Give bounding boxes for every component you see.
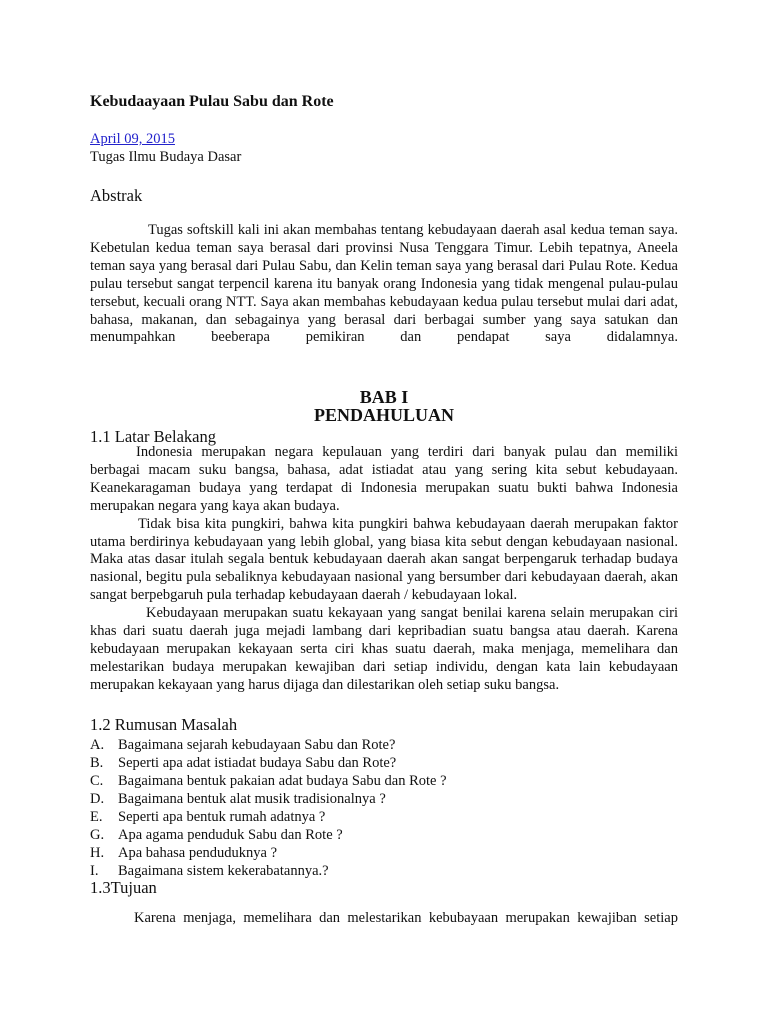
chapter-title: PENDAHULUAN xyxy=(313,405,454,425)
document-subtitle: Tugas Ilmu Budaya Dasar xyxy=(90,149,242,165)
list-item: H. Apa bahasa penduduknya ? xyxy=(90,845,278,861)
abstract-paragraph xyxy=(90,222,678,347)
chapter-number: BAB I xyxy=(359,387,409,407)
tujuan-paragraph: Karena menjaga, memelihara dan melestarikan kebubayaan merupakan kewajiban setiap xyxy=(134,910,678,926)
list-item: E. Seperti apa bentuk rumah adatnya ? xyxy=(90,809,326,825)
abstract-text: Tugas softskill kali ini akan membahas tentang kebudayaan daerah asal kedua teman saya. Kebetulan kedua teman saya berasal dari provinsi Nusa Tenggara Timur. Lebih tepatnya, Aneela teman saya yang berasal dari Pulau Sabu, dan Kelin teman saya yang berasal dari Pulau Rote. Kedua pulau tersebut sangat terpencil karena itu banyak orang Indonesia yang tidak mengenal pulau-pulau tersebut, kecuali orang NTT. Saya akan membahas kebudayaan kedua pulau tersebut mulai dari adat, bahasa, makanan, dan sebagainya yang berasal dari berbagai sumber yang saya satukan dan menumpahkan beeberapa pemikiran dan pendapat saya didalamnya. xyxy=(90,222,678,346)
latar-belakang-body xyxy=(90,444,678,695)
section-heading-latar-belakang: 1.1 Latar Belakang xyxy=(90,427,216,446)
list-item: I. Bagaimana sistem kekerabatannya.? xyxy=(90,863,329,879)
list-item: B. Seperti apa adat istiadat budaya Sabu dan Rote? xyxy=(90,755,397,771)
list-item: C. Bagaimana bentuk pakaian adat budaya Sabu dan Rote ? xyxy=(90,773,447,789)
latar-paragraph-3: Kebudayaan merupakan suatu kekayaan yang sangat benilai karena selain merupakan ciri khas dari suatu daerah juga mejadi lambang dari kepribadian suatu bangsa atau daerah. Karena kebudayaan merupakan kekayaan serta ciri khas suatu daerah, maka menjaga, memelihara dan melestarikan budaya merupakan kewajiban dari setiap individu, dengan kata lain kebudayaan merupakan kekayaan yang harus dijaga dan dilestarikan oleh setiap suku bangsa. xyxy=(90,605,678,693)
section-heading-tujuan: 1.3Tujuan xyxy=(90,878,157,897)
list-item: A. Bagaimana sejarah kebudayaan Sabu dan Rote? xyxy=(90,737,396,753)
latar-paragraph-1: Indonesia merupakan negara kepulauan yang terdiri dari banyak pulau dan memiliki berbagai macam suku bangsa, bahasa, adat istiadat atau yang sering kita sebut kebudayaan. Keanekaragaman budaya yang terdapat di Indonesia merupakan suatu bukti bahwa Indonesia merupakan negara yang kaya akan budaya. xyxy=(90,444,678,514)
tujuan-body xyxy=(90,910,678,928)
abstract-heading: Abstrak xyxy=(90,186,143,205)
post-date-link[interactable]: April 09, 2015 xyxy=(90,131,175,147)
document-title: Kebudaayaan Pulau Sabu dan Rote xyxy=(90,93,334,110)
list-item: D. Bagaimana bentuk alat musik tradisionalnya ? xyxy=(90,791,386,807)
rumusan-masalah-list xyxy=(90,736,447,880)
list-item: G. Apa agama penduduk Sabu dan Rote ? xyxy=(90,827,343,843)
section-heading-rumusan-masalah: 1.2 Rumusan Masalah xyxy=(90,715,238,734)
latar-paragraph-2: Tidak bisa kita pungkiri, bahwa kita pungkiri bahwa kebudayaan daerah merupakan faktor utama berdirinya kebudayaan yang lebih global, yang biasa kita sebut dengan kebudayaan nasional. Maka atas dasar itulah segala bentuk kebudayaan daerah akan sangat berpengaruk terhadap budaya nasional, begitu pula sebaliknya kebudayaan nasional yang bersumber dari kebudayaan daerah, akan sangat berpebgaruh pula terhadap kebudayaan daerah / kebudayaan lokal. xyxy=(90,515,678,604)
